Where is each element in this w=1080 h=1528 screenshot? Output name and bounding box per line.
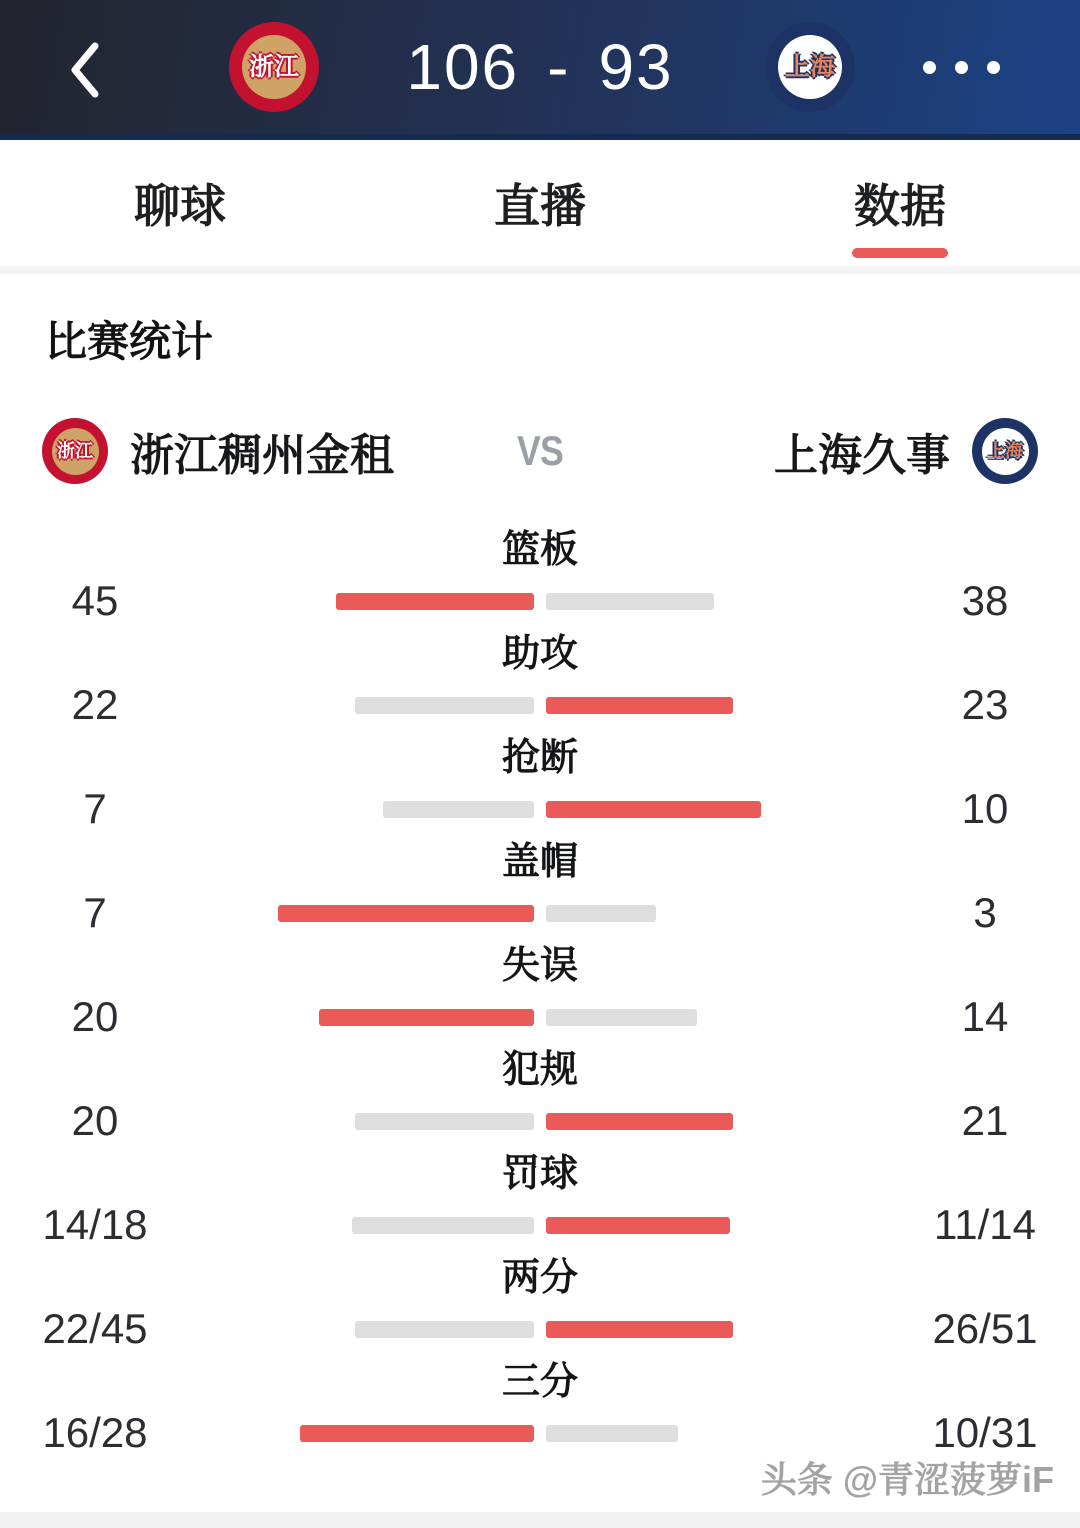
stat-value-away: 10/31 [932, 1409, 1038, 1456]
ellipsis-icon [987, 61, 1000, 74]
stat-value-home: 7 [83, 785, 107, 832]
header [0, 0, 1080, 140]
score-home: 106 [406, 31, 520, 103]
stat-row [0, 1360, 1080, 1464]
stat-bar-home [352, 1217, 534, 1234]
stat-label: 盖帽 [501, 841, 578, 883]
stat-bar-away [546, 593, 714, 610]
stat-row [0, 1256, 1080, 1360]
stat-value-home: 14/18 [42, 1201, 148, 1248]
score [0, 0, 1080, 134]
stat-bar-away [546, 1321, 733, 1338]
tab-bar [0, 140, 1080, 266]
tab-chat-label: 聊球 [134, 180, 226, 232]
watermark: 头条 @青涩菠萝iF [760, 1459, 1054, 1500]
stat-value-away: 11/14 [934, 1201, 1036, 1248]
ellipsis-icon [955, 61, 968, 74]
stat-bar-home [383, 801, 534, 818]
stat-value-away: 23 [961, 681, 1009, 728]
section-title: 比赛统计 [45, 318, 214, 365]
stat-bars [0, 1196, 1080, 1254]
away-team-logo [972, 418, 1038, 484]
stat-label: 罚球 [501, 1153, 578, 1195]
stat-value-away: 26/51 [932, 1305, 1038, 1352]
tab-live[interactable] [360, 140, 720, 266]
home-team [42, 418, 394, 484]
tab-data[interactable] [720, 140, 1080, 266]
stat-row [0, 1048, 1080, 1152]
score-separator: - [547, 31, 571, 103]
stat-bars [0, 676, 1080, 734]
stat-value-home: 20 [71, 993, 119, 1040]
stat-bar-track [190, 593, 890, 610]
stat-label: 犯规 [501, 1049, 578, 1091]
score-away: 93 [598, 31, 674, 103]
stat-label: 篮板 [501, 529, 578, 571]
home-team-name: 浙江稠州金租 [130, 431, 394, 480]
stat-bar-home [355, 1113, 534, 1130]
teams-row [0, 416, 1080, 486]
away-team-badge [765, 22, 855, 112]
stat-value-home: 45 [71, 577, 119, 624]
stat-value-away: 14 [961, 993, 1009, 1040]
home-team-logo [42, 418, 108, 484]
stat-label: 助攻 [501, 633, 578, 675]
stat-label: 三分 [501, 1361, 578, 1403]
tab-data-label: 数据 [854, 180, 946, 232]
stat-value-away: 21 [961, 1097, 1009, 1144]
stat-bar-track [190, 1425, 890, 1442]
stat-value-away: 38 [961, 577, 1009, 624]
stat-bar-away [546, 1113, 733, 1130]
stat-bars [0, 1300, 1080, 1358]
away-team-badge-text: 上海 [778, 35, 842, 99]
stat-bar-track [190, 1217, 890, 1234]
home-team-logo-text: 浙江 [52, 428, 99, 475]
away-team-name: 上海久事 [774, 431, 950, 480]
tab-active-underline [852, 248, 948, 258]
footer-strip [0, 1512, 1080, 1528]
tab-chat[interactable] [0, 140, 360, 266]
stat-value-home: 20 [71, 1097, 119, 1144]
stat-bar-track [190, 801, 890, 818]
stat-bar-away [546, 1425, 678, 1442]
stat-bars [0, 1092, 1080, 1150]
stat-label: 失误 [501, 945, 578, 987]
stat-row [0, 944, 1080, 1048]
stat-bar-home [336, 593, 534, 610]
stat-row [0, 1152, 1080, 1256]
stat-bar-away [546, 697, 733, 714]
stat-bars [0, 572, 1080, 630]
tab-live-label: 直播 [494, 180, 586, 232]
stat-bar-track [190, 1321, 890, 1338]
stat-bars [0, 884, 1080, 942]
stat-value-home: 22 [71, 681, 119, 728]
stat-value-away: 3 [973, 889, 997, 936]
stat-row [0, 840, 1080, 944]
stat-bars [0, 780, 1080, 838]
stat-bar-track [190, 1113, 890, 1130]
stat-label: 两分 [501, 1257, 578, 1299]
stat-row [0, 736, 1080, 840]
stat-bar-home [355, 697, 534, 714]
stat-bar-track [190, 697, 890, 714]
stat-bar-track [190, 905, 890, 922]
ellipsis-icon [923, 61, 936, 74]
away-team [774, 418, 1038, 484]
stat-bar-track [190, 1009, 890, 1026]
stats-list [0, 528, 1080, 1464]
divider [0, 266, 1080, 274]
stat-label: 抢断 [501, 737, 578, 779]
home-team-badge-text: 浙江 [242, 35, 306, 99]
stat-row [0, 632, 1080, 736]
stat-bar-home [319, 1009, 534, 1026]
stat-bar-home [278, 905, 534, 922]
stat-bar-away [546, 905, 656, 922]
stat-value-away: 10 [961, 785, 1009, 832]
stat-bar-away [546, 1217, 730, 1234]
stat-value-home: 7 [83, 889, 107, 936]
stat-bar-home [355, 1321, 534, 1338]
stat-bar-away [546, 1009, 697, 1026]
stat-value-home: 22/45 [42, 1305, 148, 1352]
stat-row [0, 528, 1080, 632]
away-team-logo-text: 上海 [982, 428, 1029, 475]
stat-bar-home [300, 1425, 534, 1442]
more-menu-button[interactable] [923, 0, 1000, 134]
stat-value-home: 16/28 [42, 1409, 148, 1456]
vs-label: VS [517, 427, 563, 474]
stat-bars [0, 988, 1080, 1046]
stat-bar-away [546, 801, 761, 818]
